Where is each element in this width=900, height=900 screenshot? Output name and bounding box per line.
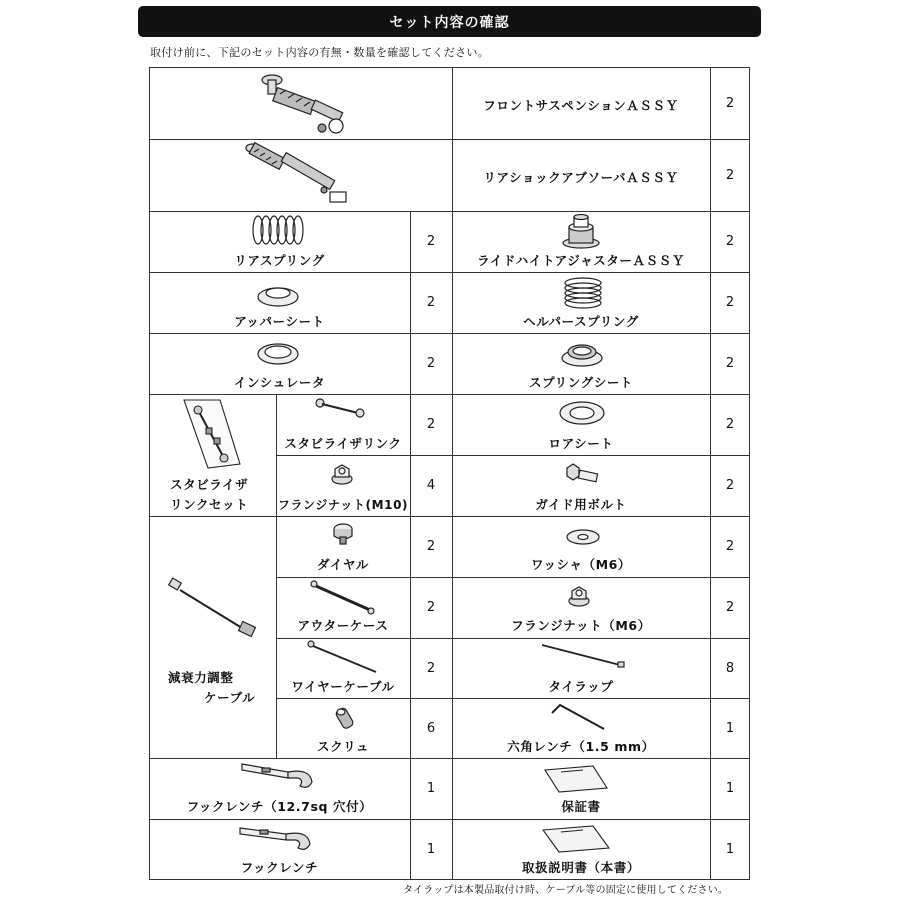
dial-label: ダイヤル bbox=[316, 557, 370, 572]
insulator-icon bbox=[256, 340, 300, 366]
front-suspension-qty: 2 bbox=[725, 95, 735, 111]
flange-nut-m6-label: フランジナット（M6） bbox=[511, 618, 651, 633]
instruction-text: 取付け前に、下記のセット内容の有無・数量を確認してください。 bbox=[150, 46, 489, 59]
cable-tie-label: タイラップ bbox=[548, 679, 614, 694]
upper-seat-qty: 2 bbox=[426, 295, 436, 310]
wire-cable-label: ワイヤーケーブル bbox=[291, 679, 395, 694]
guide-bolt-icon bbox=[565, 462, 601, 488]
hex-wrench-qty: 1 bbox=[725, 720, 735, 736]
guide-bolt-qty: 2 bbox=[725, 478, 735, 493]
rear-shock-qty: 2 bbox=[725, 167, 735, 183]
spring-seat-label: スプリングシート bbox=[528, 375, 634, 390]
damping-cable-icon bbox=[170, 578, 260, 640]
rear-spring-label: リアスプリング bbox=[234, 253, 325, 268]
stabilizer-link-label: スタビライザリンク bbox=[284, 436, 402, 451]
outer-case-label: アウターケース bbox=[297, 618, 389, 633]
hook-wrench-label: フックレンチ bbox=[240, 860, 319, 875]
spring-seat-icon bbox=[560, 340, 604, 368]
stabilizer-link-set-line2: リンクセット bbox=[170, 497, 249, 512]
page-title: セット内容の確認 bbox=[389, 14, 510, 31]
guide-bolt-label: ガイド用ボルト bbox=[535, 497, 627, 512]
ride-height-adjuster-icon bbox=[561, 213, 601, 249]
hook-wrench-hole-icon bbox=[238, 760, 318, 792]
cable-tie-qty: 8 bbox=[725, 660, 735, 676]
stabilizer-link-set-icon bbox=[180, 398, 244, 470]
lower-seat-icon bbox=[558, 400, 606, 426]
ride-height-adjuster-label: ライドハイトアジャスターＡＳＳＹ bbox=[477, 253, 685, 268]
lower-seat-qty: 2 bbox=[725, 417, 735, 432]
warranty-label: 保証書 bbox=[561, 799, 601, 814]
washer-m6-qty: 2 bbox=[725, 539, 735, 554]
hook-wrench-hole-label: フックレンチ（12.7sq 穴付） bbox=[186, 799, 373, 814]
front-suspension-label: フロントサスペンションＡＳＳＹ bbox=[483, 98, 679, 113]
stabilizer-link-icon bbox=[314, 397, 366, 419]
wire-cable-qty: 2 bbox=[426, 660, 436, 676]
flange-nut-m10-label: フランジナット(M10) bbox=[277, 498, 409, 512]
spring-seat-qty: 2 bbox=[725, 356, 735, 371]
rear-shock-icon bbox=[240, 142, 360, 210]
manual-qty: 1 bbox=[725, 842, 735, 857]
screw-label: スクリュ bbox=[316, 739, 370, 754]
stabilizer-link-set-label bbox=[170, 475, 248, 515]
ride-height-adjuster-qty: 2 bbox=[725, 234, 735, 249]
stabilizer-link-qty: 2 bbox=[426, 417, 436, 432]
flange-nut-m6-icon bbox=[568, 585, 590, 607]
flange-nut-m10-icon bbox=[331, 463, 353, 485]
helper-spring-label: ヘルパースプリング bbox=[523, 314, 639, 329]
screw-icon bbox=[333, 706, 357, 732]
dial-icon bbox=[332, 522, 354, 546]
dial-qty: 2 bbox=[426, 539, 436, 554]
cable-tie-icon bbox=[540, 643, 626, 669]
damping-cable-line1: 減衰力調整 bbox=[168, 670, 234, 685]
rear-spring-qty: 2 bbox=[426, 234, 436, 249]
damping-cable-line2: ケーブル bbox=[204, 690, 256, 705]
flange-nut-m10-qty: 4 bbox=[426, 478, 436, 493]
wire-cable-icon bbox=[308, 641, 380, 675]
hex-wrench-icon bbox=[550, 703, 606, 733]
damping-cable-label bbox=[168, 668, 255, 708]
flange-nut-m6-qty: 2 bbox=[725, 600, 735, 615]
upper-seat-label: アッパーシート bbox=[234, 314, 325, 329]
helper-spring-icon bbox=[561, 275, 605, 309]
helper-spring-qty: 2 bbox=[725, 295, 735, 310]
footnote: タイラップは本製品取付け時、ケーブル等の固定に使用してください。 bbox=[403, 885, 729, 896]
hook-wrench-qty: 1 bbox=[426, 842, 436, 857]
upper-seat-icon bbox=[256, 282, 300, 308]
rear-shock-label: リアショックアブソーバＡＳＳＹ bbox=[483, 170, 679, 185]
hex-wrench-label: 六角レンチ（1.5 mm） bbox=[507, 739, 655, 754]
lower-seat-label: ロアシート bbox=[548, 436, 614, 451]
stabilizer-link-set-line1: スタビライザ bbox=[170, 477, 249, 492]
warranty-qty: 1 bbox=[725, 781, 735, 796]
insulator-label: インシュレータ bbox=[233, 375, 326, 390]
front-suspension-icon bbox=[240, 72, 360, 137]
outer-case-icon bbox=[310, 580, 376, 616]
insulator-qty: 2 bbox=[426, 356, 436, 371]
washer-m6-icon bbox=[565, 528, 601, 546]
washer-m6-label: ワッシャ（M6） bbox=[530, 557, 632, 572]
rear-spring-icon bbox=[252, 214, 304, 246]
manual-label: 取扱説明書（本書） bbox=[522, 860, 640, 875]
outer-case-qty: 2 bbox=[426, 600, 436, 615]
hook-wrench-hole-qty: 1 bbox=[426, 781, 436, 796]
manual-icon bbox=[541, 824, 611, 854]
warranty-icon bbox=[543, 764, 609, 794]
hook-wrench-icon bbox=[236, 824, 316, 854]
screw-qty: 6 bbox=[426, 720, 436, 736]
